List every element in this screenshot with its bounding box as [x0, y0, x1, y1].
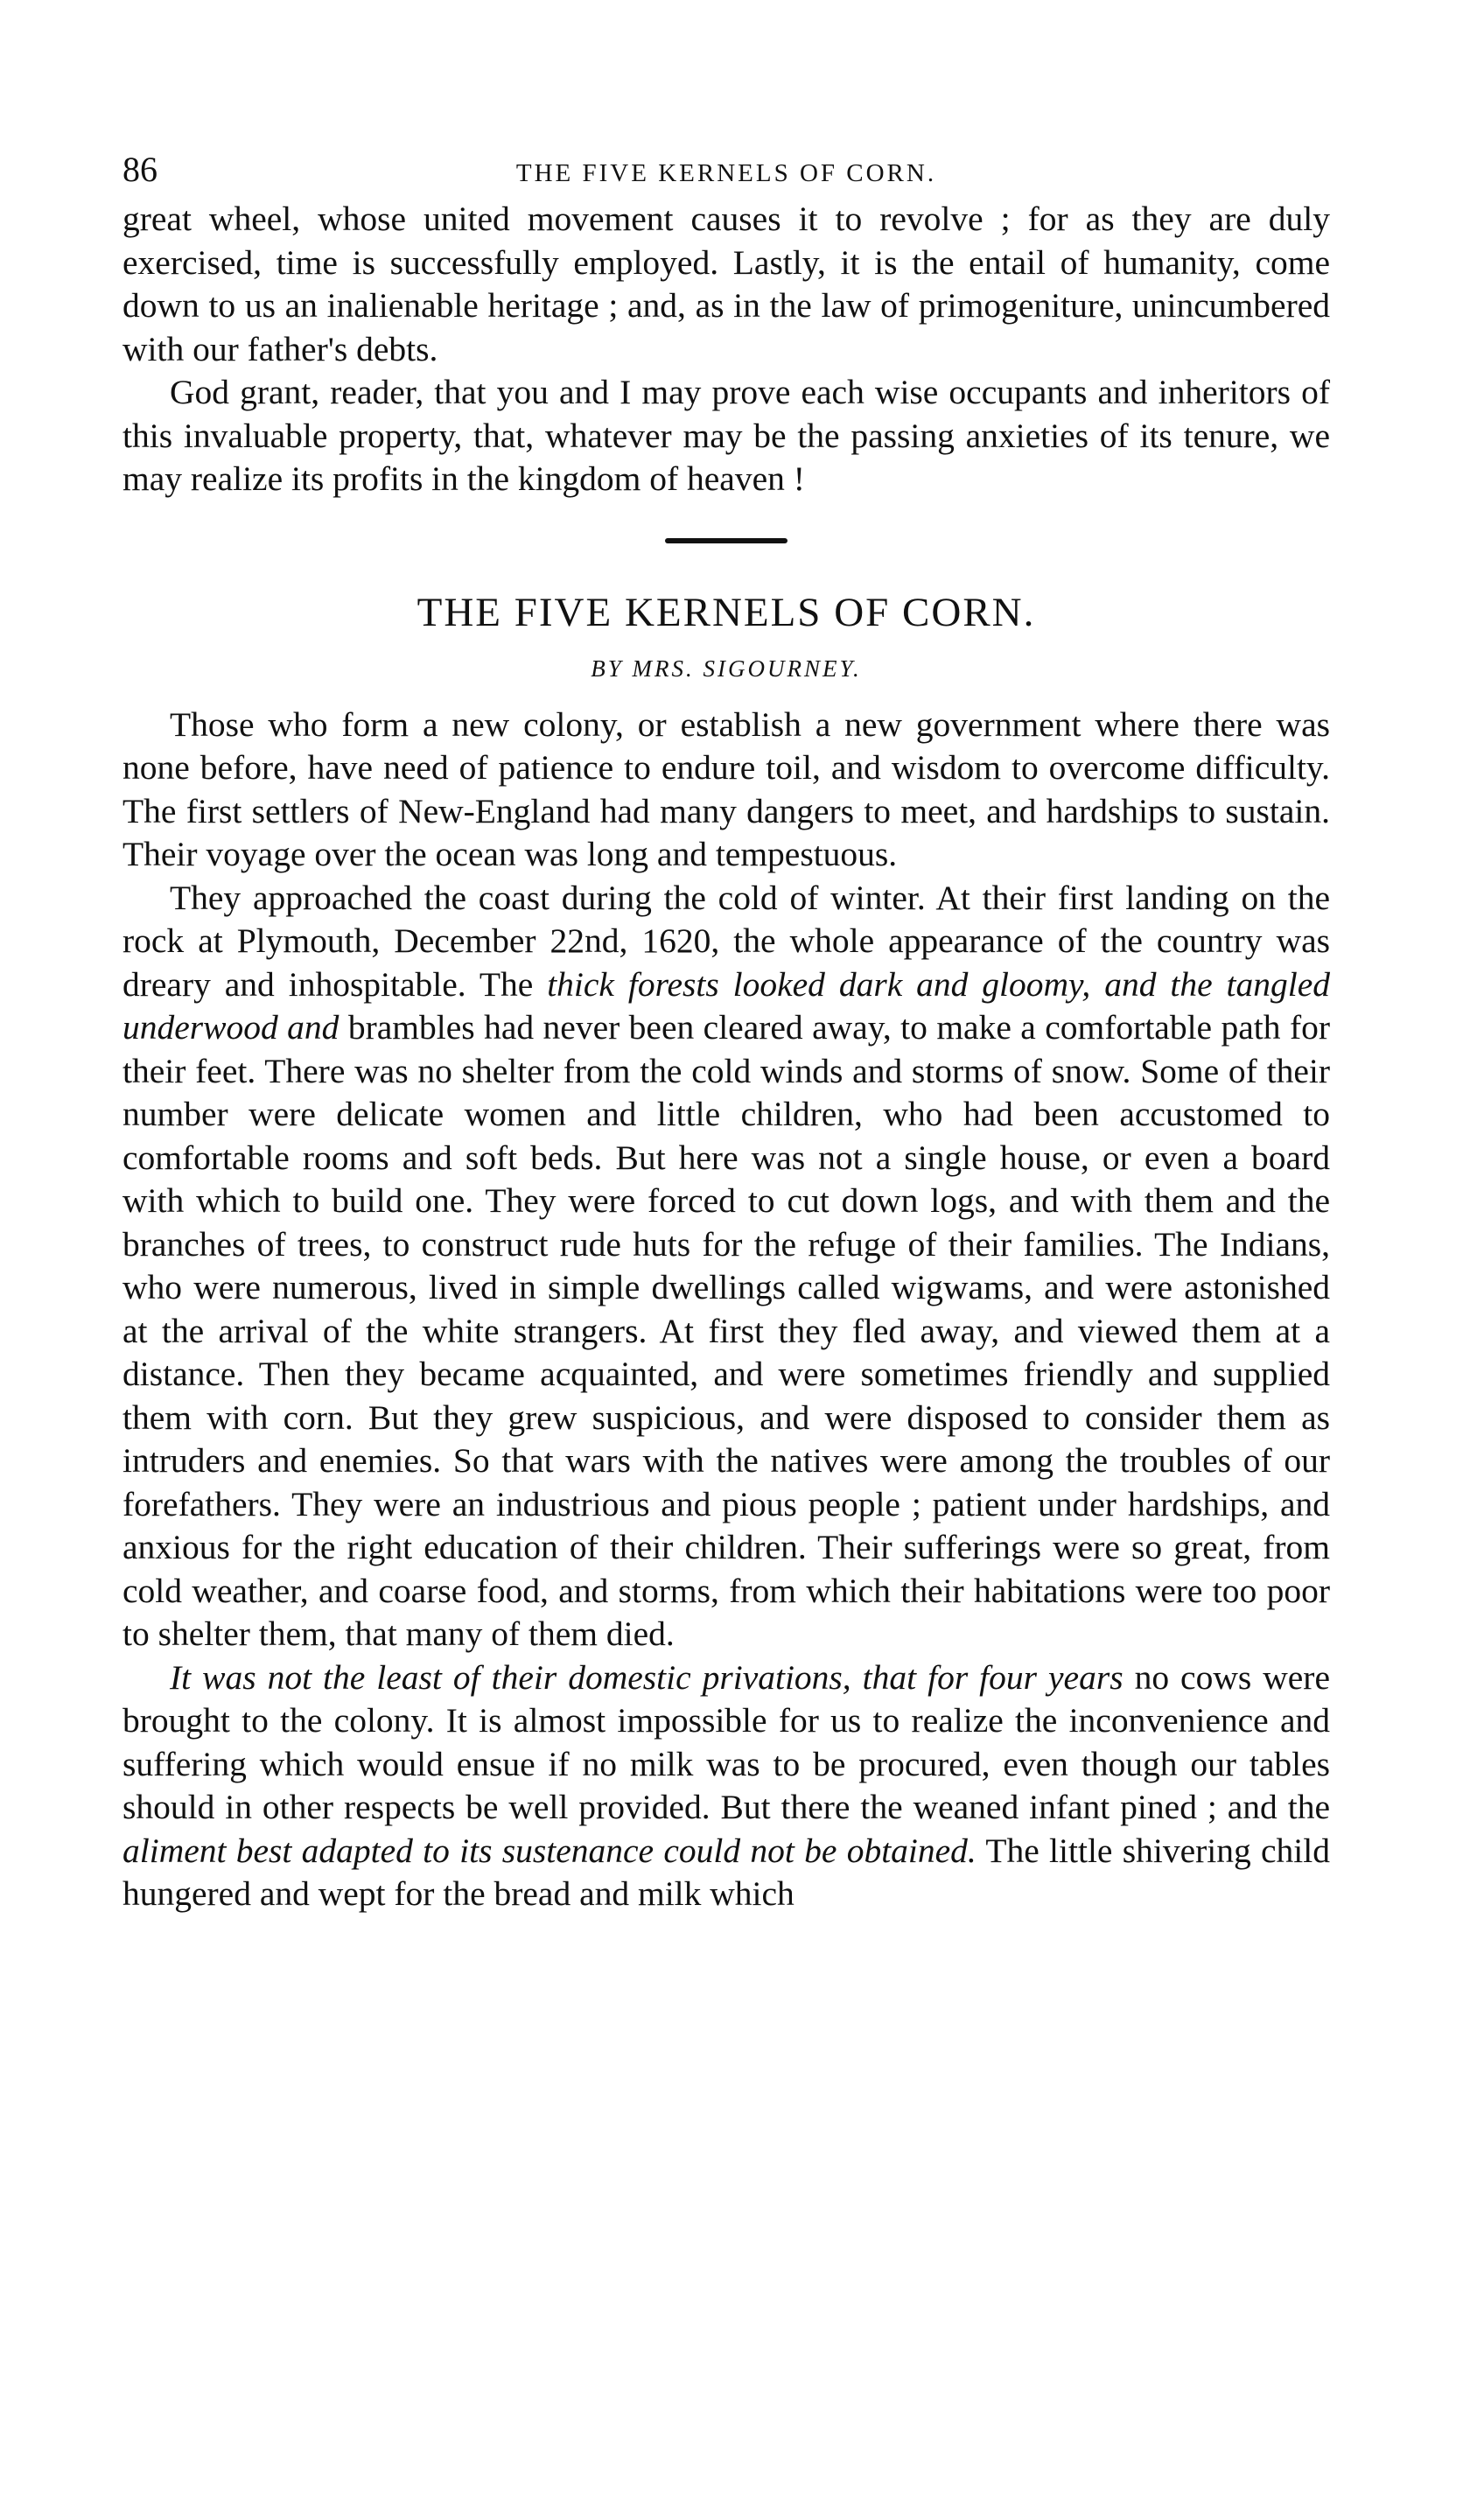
running-title: THE FIVE KERNELS OF CORN. [515, 159, 937, 187]
paragraph-3-text-middle: no cows were brought to the colony. It is almost impossible for us to realize the inconvenience and suffering which would ensue if no milk was to be procured, even though our tables should in other respects be well provided. But there the weaned infant pined ; and the [122, 1657, 1330, 1826]
article-byline: BY MRS. SIGOURNEY. [591, 655, 862, 682]
paragraph-2-text-start: They approached the coast during the cold of winter. At their first landing on the rock at Plymouth, December 22nd, 1620, the whole appearance of the country was dreary and inhospitable. The [122, 878, 1330, 1004]
article-paragraph-3 [122, 1656, 1330, 1916]
paragraph-2-text-end: brambles had never been cleared away, to make a comfortable path for their feet. There was no shelter from the cold winds and storms of snow. Some of their number were delicate women and little children, who had been accustomed to comfortable rooms and soft beds. But here was not a single house, or even a board with which to build one. They were forced to cut down logs, and with them and the branches of trees, to construct rude huts for the refuge of their families. The Indians, who were numerous, lived in simple dwellings called wigwams, and were astonished at the arrival of the white strangers. At first they fled away, and viewed them at a distance. Then they became acquainted, and were sometimes friendly and supplied them with corn. But they grew suspicious, and were disposed to consider them as intruders and enemies. So that wars with the natives were among the troubles of our forefathers. They were an industrious and pious people ; patient under hardships, and anxious for the right education of their children. Their sufferings were so great, from cold weather, and coarse food, and storms, from which their habitations were too poor to shelter them, that many of them died. [122, 1008, 1331, 1653]
article-paragraph-1: Those who form a new colony, or establish a new government where there was none before, have need of patience to endure toil, and wisdom to overcome difficulty. The first settlers of New-England had many dangers to meet, and hardships to sustain. Their voyage over the ocean was long and tempestuous. [122, 704, 1330, 873]
previous-article-paragraph-1: great wheel, whose united movement causes it to revolve ; for as they are duly exercised, time is successfully employed. Lastly, it is the entail of humanity, come down to us an inalienable heritage ; and, as in the law of primogeniture, unincumbered with our father's debts. [122, 200, 1330, 368]
paragraph-3-italic-text: It was not the least of their domestic privations, that for four years [170, 1657, 1124, 1697]
article-title: THE FIVE KERNELS OF CORN. [416, 589, 1036, 635]
article-paragraph-2 [122, 877, 1330, 1656]
paragraph-3-italic-text-2: aliment best adapted to its sustenance could not be obtained. [122, 1831, 976, 1870]
running-header [122, 149, 1330, 198]
section-divider [665, 538, 788, 543]
paragraph-3-text-end: The little shivering child hungered and wept for the bread and milk which [122, 1831, 1330, 1913]
book-page [122, 149, 1330, 1916]
previous-article-paragraph-2: God grant, reader, that you and I may prove each wise occupants and inheritors of this invaluable property, that, whatever may be the passing anxieties of its tenure, we may realize its profits in the kingdom of heaven ! [122, 373, 1330, 498]
paragraph-2-italic-text: thick forests looked dark and gloomy, and the tangled underwood and [122, 964, 1330, 1047]
page-number: 86 [122, 150, 158, 189]
